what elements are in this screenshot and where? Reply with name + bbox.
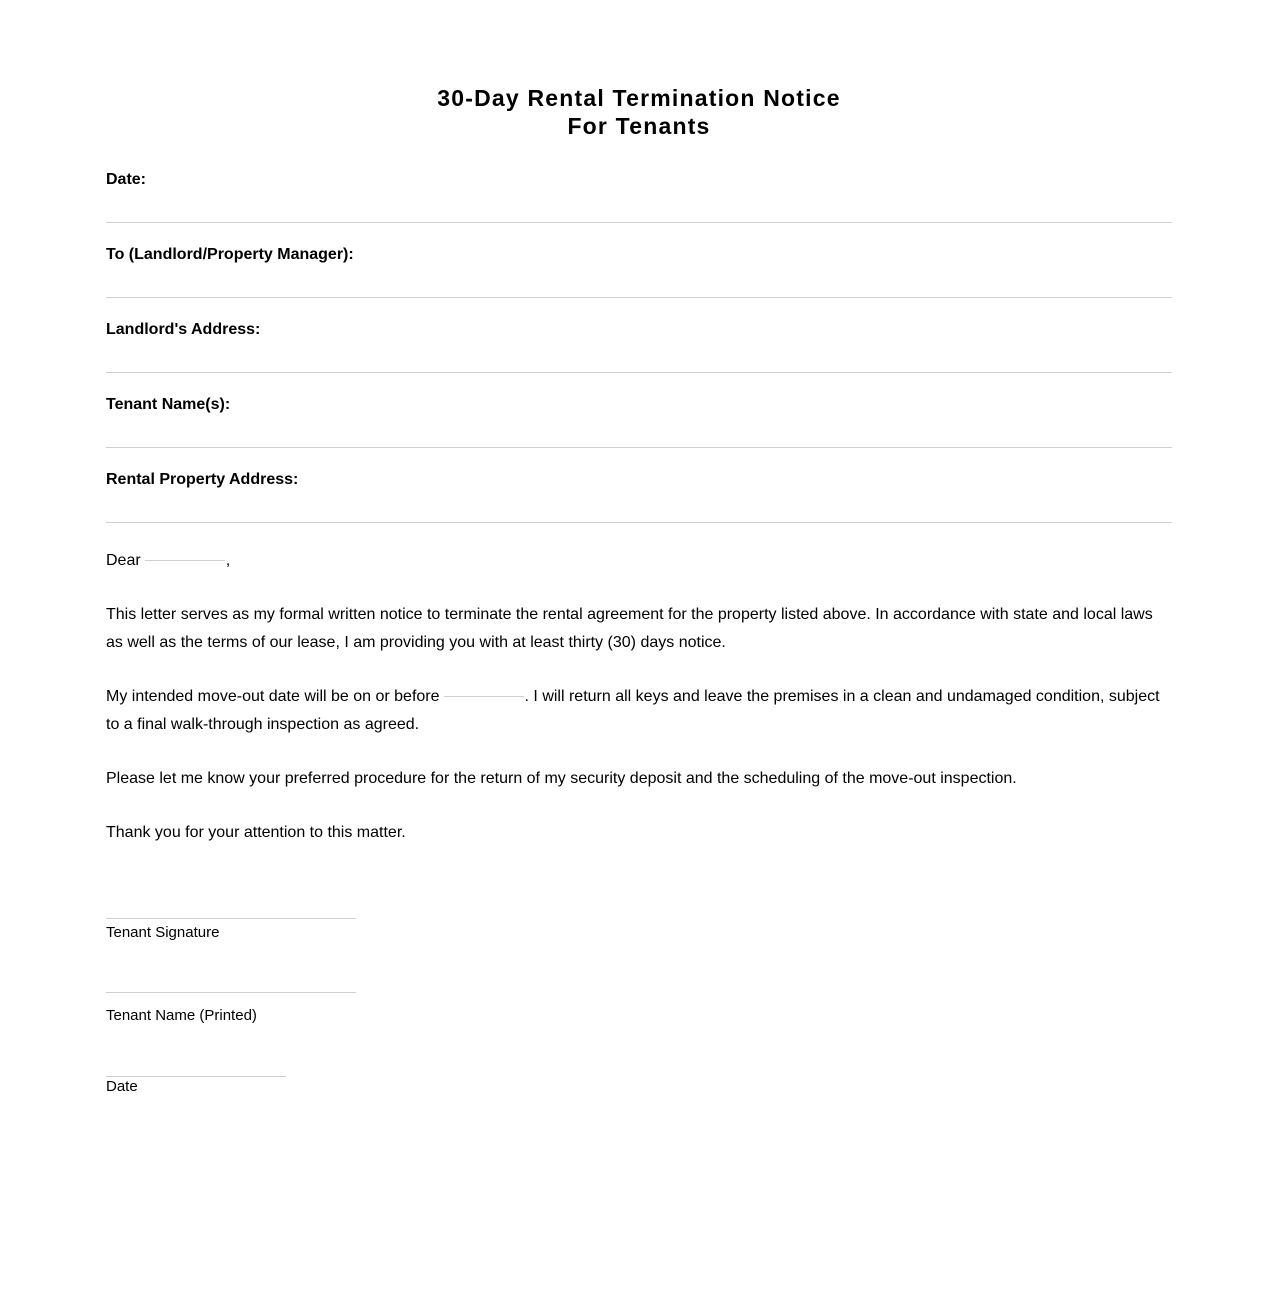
- to-input[interactable]: [106, 267, 1176, 298]
- printed-name-line[interactable]: [106, 992, 356, 993]
- tenant-names-field: [106, 395, 1172, 470]
- signature-date-label: Date: [106, 1078, 138, 1095]
- move-out-date-blank[interactable]: [444, 696, 524, 697]
- landlord-address-label: Landlord's Address:: [106, 321, 261, 338]
- tenant-names-label: Tenant Name(s):: [106, 396, 231, 413]
- date-rule: [106, 222, 1172, 223]
- landlord-address-rule: [106, 372, 1172, 373]
- signature-date-line[interactable]: [106, 1076, 286, 1077]
- property-address-input[interactable]: [106, 492, 1176, 523]
- paragraph-notice: This letter serves as my formal written notice to terminate the rental agreement for the property listed above. In accordance with state and local laws as well as the terms of our lease, I am providing you with at least thirty (30) days notice.: [106, 606, 1153, 651]
- to-label: To (Landlord/Property Manager):: [106, 246, 354, 263]
- title-line-2: For Tenants: [567, 113, 711, 139]
- property-address-label: Rental Property Address:: [106, 471, 299, 488]
- signature-line[interactable]: [106, 918, 356, 919]
- property-address-field: [106, 470, 1172, 545]
- paragraph-move-out: [106, 683, 1172, 738]
- title-line-1: 30-Day Rental Termination Notice: [437, 85, 841, 111]
- printed-name-label: Tenant Name (Printed): [106, 1007, 257, 1024]
- move-out-text-before: My intended move-out date will be on or before: [106, 688, 440, 705]
- property-address-rule: [106, 522, 1172, 523]
- paragraph-deposit: Please let me know your preferred procedure for the return of my security deposit and the scheduling of the move-out inspection.: [106, 770, 1017, 787]
- greeting-suffix: ,: [225, 552, 231, 569]
- printed-name-block: [106, 992, 356, 1025]
- tenant-names-rule: [106, 447, 1172, 448]
- signature-label: Tenant Signature: [106, 924, 220, 941]
- paragraph-thanks: Thank you for your attention to this matter.: [106, 824, 406, 841]
- document-title: [106, 84, 1172, 140]
- greeting-prefix: Dear: [106, 552, 141, 569]
- to-rule: [106, 297, 1172, 298]
- move-out-text-after: . I will return all keys and leave the premises in a clean and undamaged condition, subject to a final walk-through inspection as agreed.: [106, 688, 1160, 733]
- greeting: [106, 547, 1172, 575]
- recipient-name-blank[interactable]: [145, 560, 225, 561]
- to-field: [106, 245, 1172, 320]
- date-field: [106, 170, 1172, 245]
- tenant-names-input[interactable]: [106, 417, 1176, 448]
- landlord-address-field: [106, 320, 1172, 395]
- signature-block: [106, 918, 356, 942]
- date-label: Date:: [106, 171, 147, 188]
- signature-date-block: [106, 1076, 286, 1096]
- landlord-address-input[interactable]: [106, 342, 1176, 373]
- date-input[interactable]: [106, 192, 1176, 223]
